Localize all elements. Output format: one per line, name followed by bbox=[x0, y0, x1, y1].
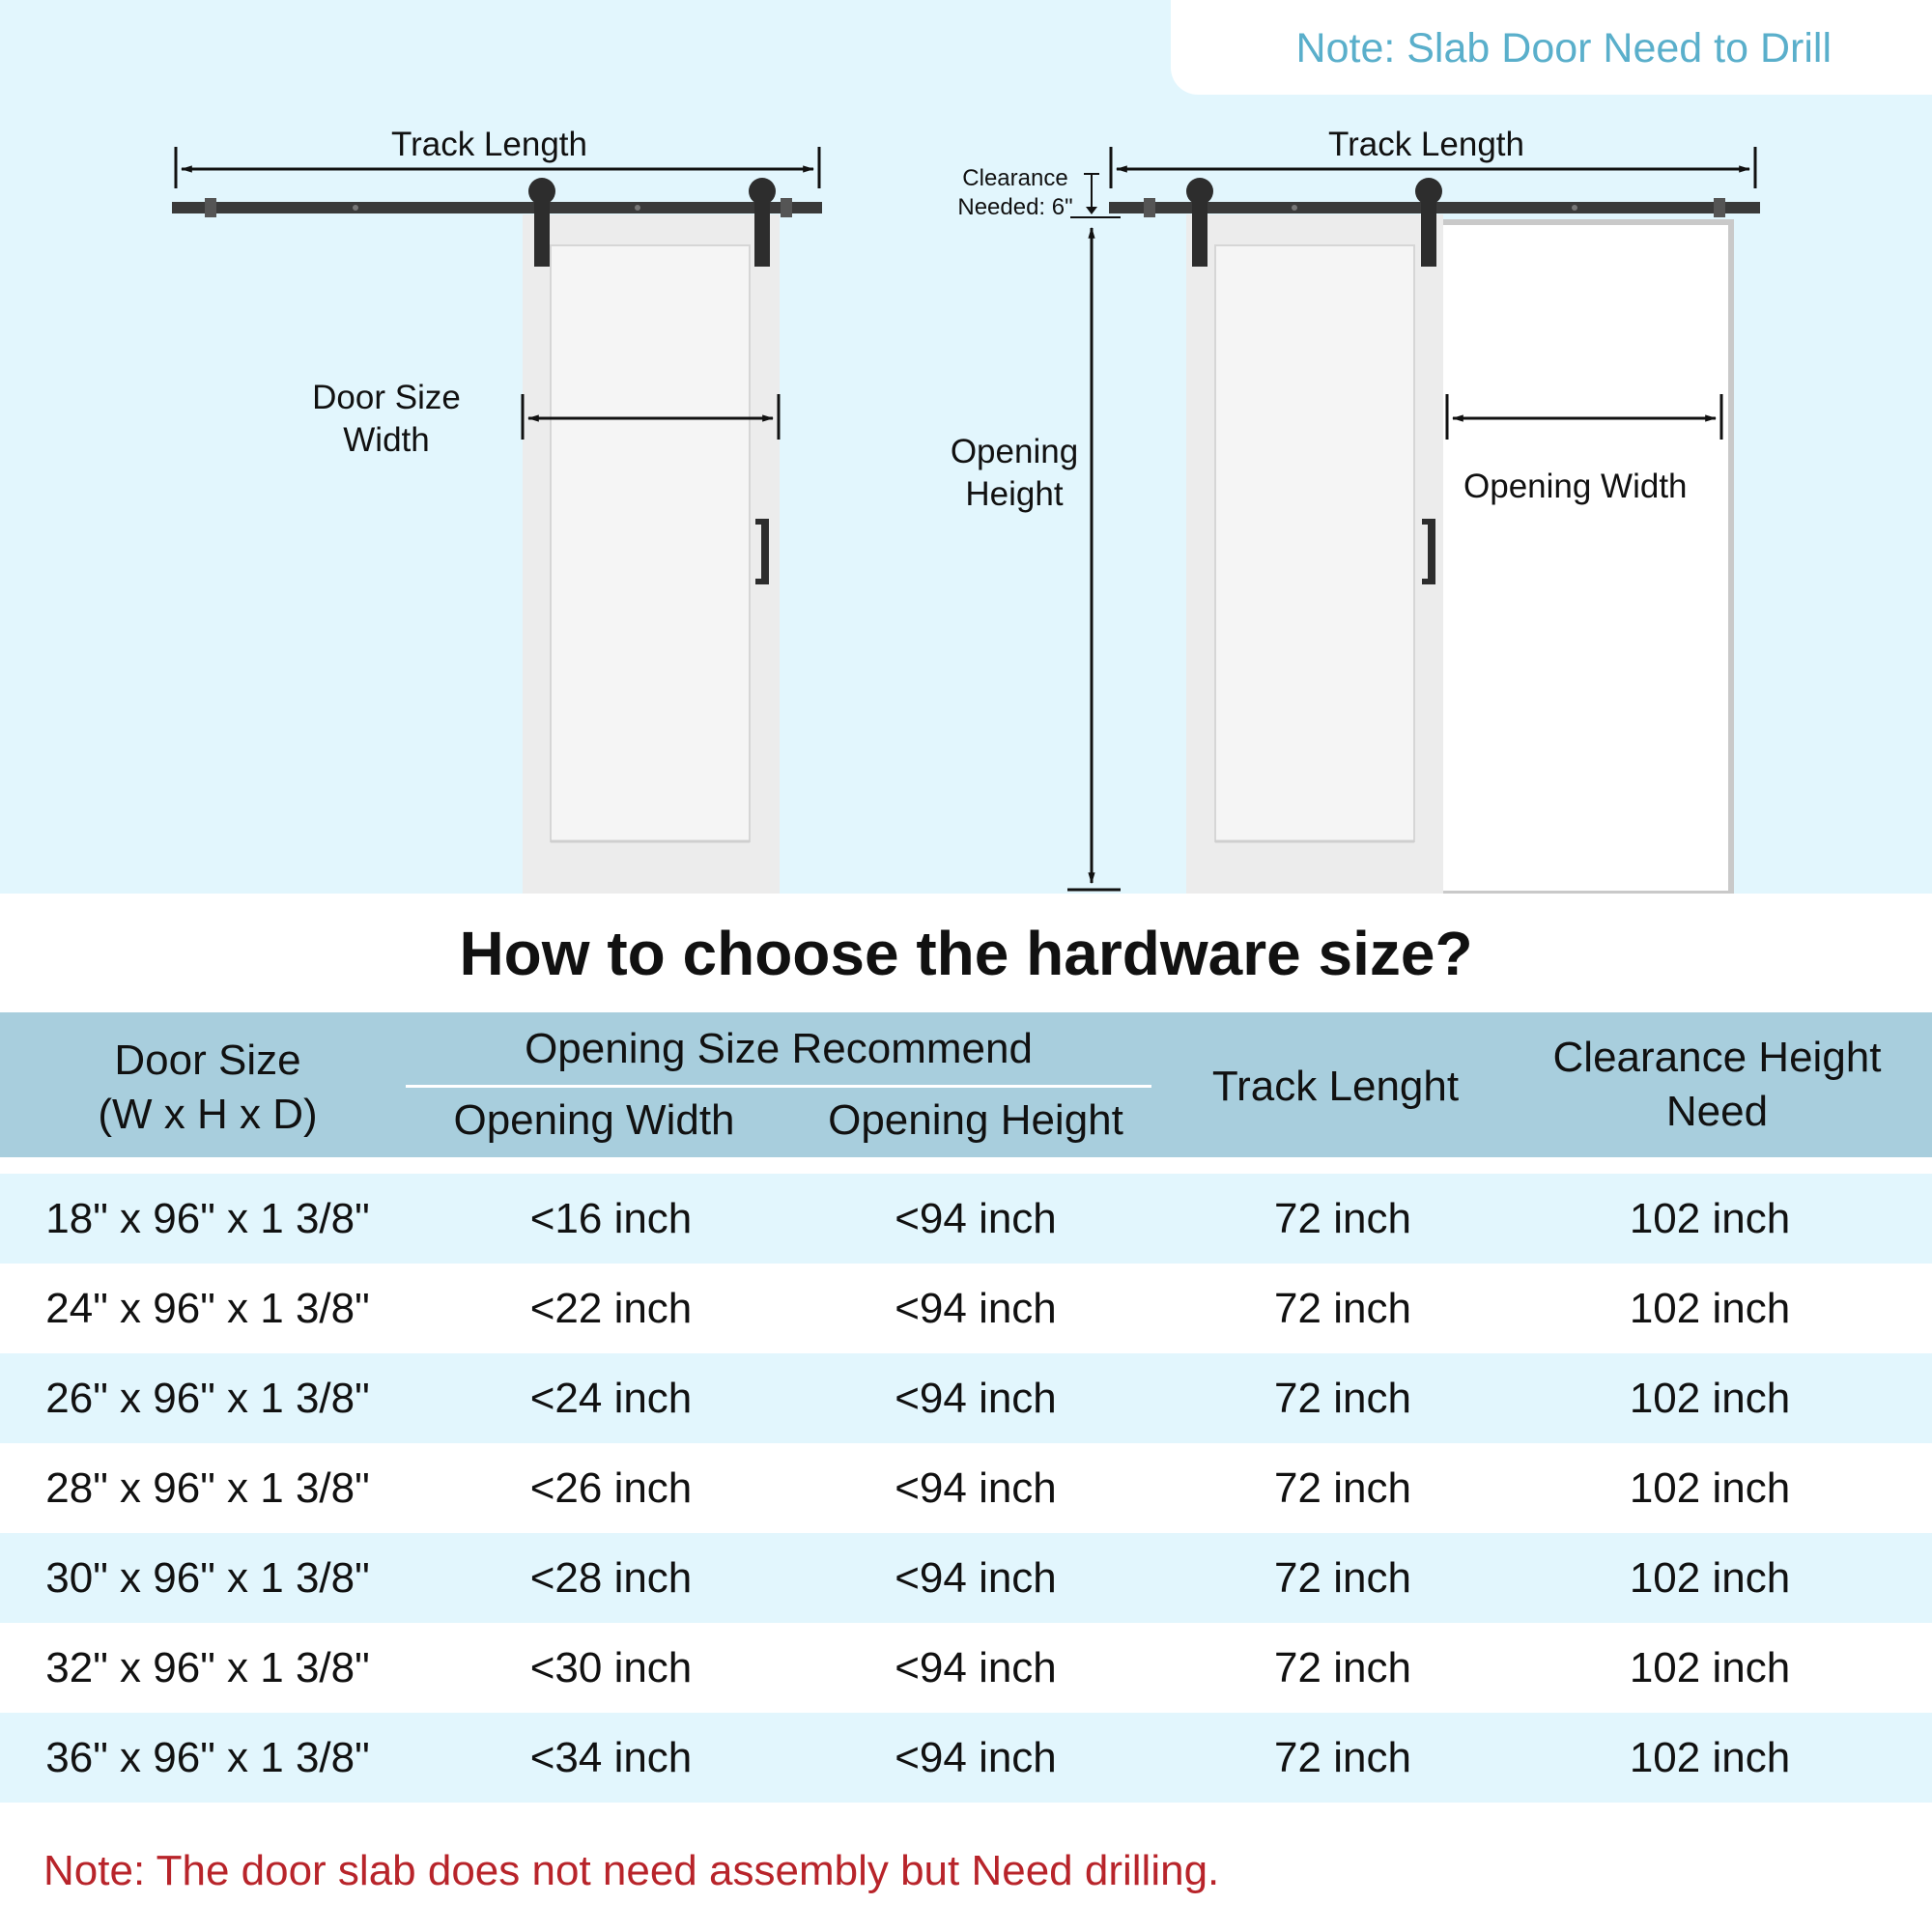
opening-width-cell: <34 inch bbox=[529, 1734, 693, 1781]
opening-width-label: Opening Width bbox=[1463, 468, 1688, 505]
header-opening-group: Opening Size Recommend bbox=[525, 1025, 1033, 1072]
clearance-cell: 102 inch bbox=[1629, 1375, 1791, 1422]
header-divider bbox=[406, 1085, 1151, 1088]
opening-width-cell: <28 inch bbox=[529, 1554, 693, 1602]
opening-height-cell: <94 inch bbox=[895, 1554, 1057, 1602]
opening-width-cell: <16 inch bbox=[529, 1195, 693, 1242]
door-size-cell: 24" x 96" x 1 3/8" bbox=[45, 1285, 370, 1332]
door-size-width-label: Door Size Width bbox=[312, 379, 461, 459]
opening-height-cell: <94 inch bbox=[895, 1375, 1057, 1422]
right-track-length-label: Track Length bbox=[1328, 126, 1524, 163]
clearance-cell: 102 inch bbox=[1629, 1644, 1791, 1691]
opening-height-cell: <94 inch bbox=[895, 1195, 1057, 1242]
clearance-cell: 102 inch bbox=[1629, 1464, 1791, 1512]
note-bottom: Note: The door slab does not need assembly but Need drilling. bbox=[43, 1847, 1220, 1894]
track-rail bbox=[172, 202, 822, 213]
page-title: How to choose the hardware size? bbox=[459, 919, 1473, 988]
door-size-cell: 30" x 96" x 1 3/8" bbox=[45, 1554, 370, 1602]
clearance-cell: 102 inch bbox=[1629, 1554, 1791, 1602]
table-row bbox=[0, 1713, 1932, 1803]
opening-height-cell: <94 inch bbox=[895, 1734, 1057, 1781]
header-opening-height: Opening Height bbox=[828, 1096, 1123, 1144]
opening-height-cell: <94 inch bbox=[895, 1285, 1057, 1332]
header-clearance: Clearance Height Need bbox=[1552, 1034, 1882, 1135]
header-track-length: Track Lenght bbox=[1211, 1063, 1460, 1110]
door-size-cell: 28" x 96" x 1 3/8" bbox=[45, 1464, 370, 1512]
header-opening-width: Opening Width bbox=[453, 1096, 735, 1144]
door-size-cell: 36" x 96" x 1 3/8" bbox=[45, 1734, 370, 1781]
opening-width-cell: <24 inch bbox=[529, 1375, 693, 1422]
opening-width-cell: <22 inch bbox=[529, 1285, 693, 1332]
header-door-size: Door Size (W x H x D) bbox=[98, 1037, 318, 1138]
left-track-length-label: Track Length bbox=[391, 126, 587, 163]
opening-width-cell: <30 inch bbox=[529, 1644, 693, 1691]
table-row bbox=[0, 1533, 1932, 1623]
track-length-cell: 72 inch bbox=[1274, 1195, 1411, 1242]
door-size-cell: 26" x 96" x 1 3/8" bbox=[45, 1375, 370, 1422]
opening-height-label: Opening Height bbox=[950, 433, 1079, 513]
table-row bbox=[0, 1353, 1932, 1443]
door-size-cell: 18" x 96" x 1 3/8" bbox=[45, 1195, 370, 1242]
table-row bbox=[0, 1443, 1932, 1533]
note-top-banner bbox=[1171, 0, 1932, 95]
track-length-cell: 72 inch bbox=[1274, 1375, 1411, 1422]
clearance-cell: 102 inch bbox=[1629, 1734, 1791, 1781]
opening-height-cell: <94 inch bbox=[895, 1644, 1057, 1691]
track-length-cell: 72 inch bbox=[1274, 1554, 1411, 1602]
table-row bbox=[0, 1264, 1932, 1353]
note-top-text: Note: Slab Door Need to Drill bbox=[1295, 25, 1832, 71]
track-length-cell: 72 inch bbox=[1274, 1464, 1411, 1512]
table-row bbox=[0, 1623, 1932, 1713]
clearance-cell: 102 inch bbox=[1629, 1195, 1791, 1242]
opening-width-cell: <26 inch bbox=[529, 1464, 693, 1512]
clearance-cell: 102 inch bbox=[1629, 1285, 1791, 1332]
door-size-cell: 32" x 96" x 1 3/8" bbox=[45, 1644, 370, 1691]
track-length-cell: 72 inch bbox=[1274, 1734, 1411, 1781]
table-row bbox=[0, 1174, 1932, 1264]
track-length-cell: 72 inch bbox=[1274, 1285, 1411, 1332]
track-length-cell: 72 inch bbox=[1274, 1644, 1411, 1691]
clearance-label: Clearance Needed: 6" bbox=[957, 165, 1073, 220]
opening-height-cell: <94 inch bbox=[895, 1464, 1057, 1512]
